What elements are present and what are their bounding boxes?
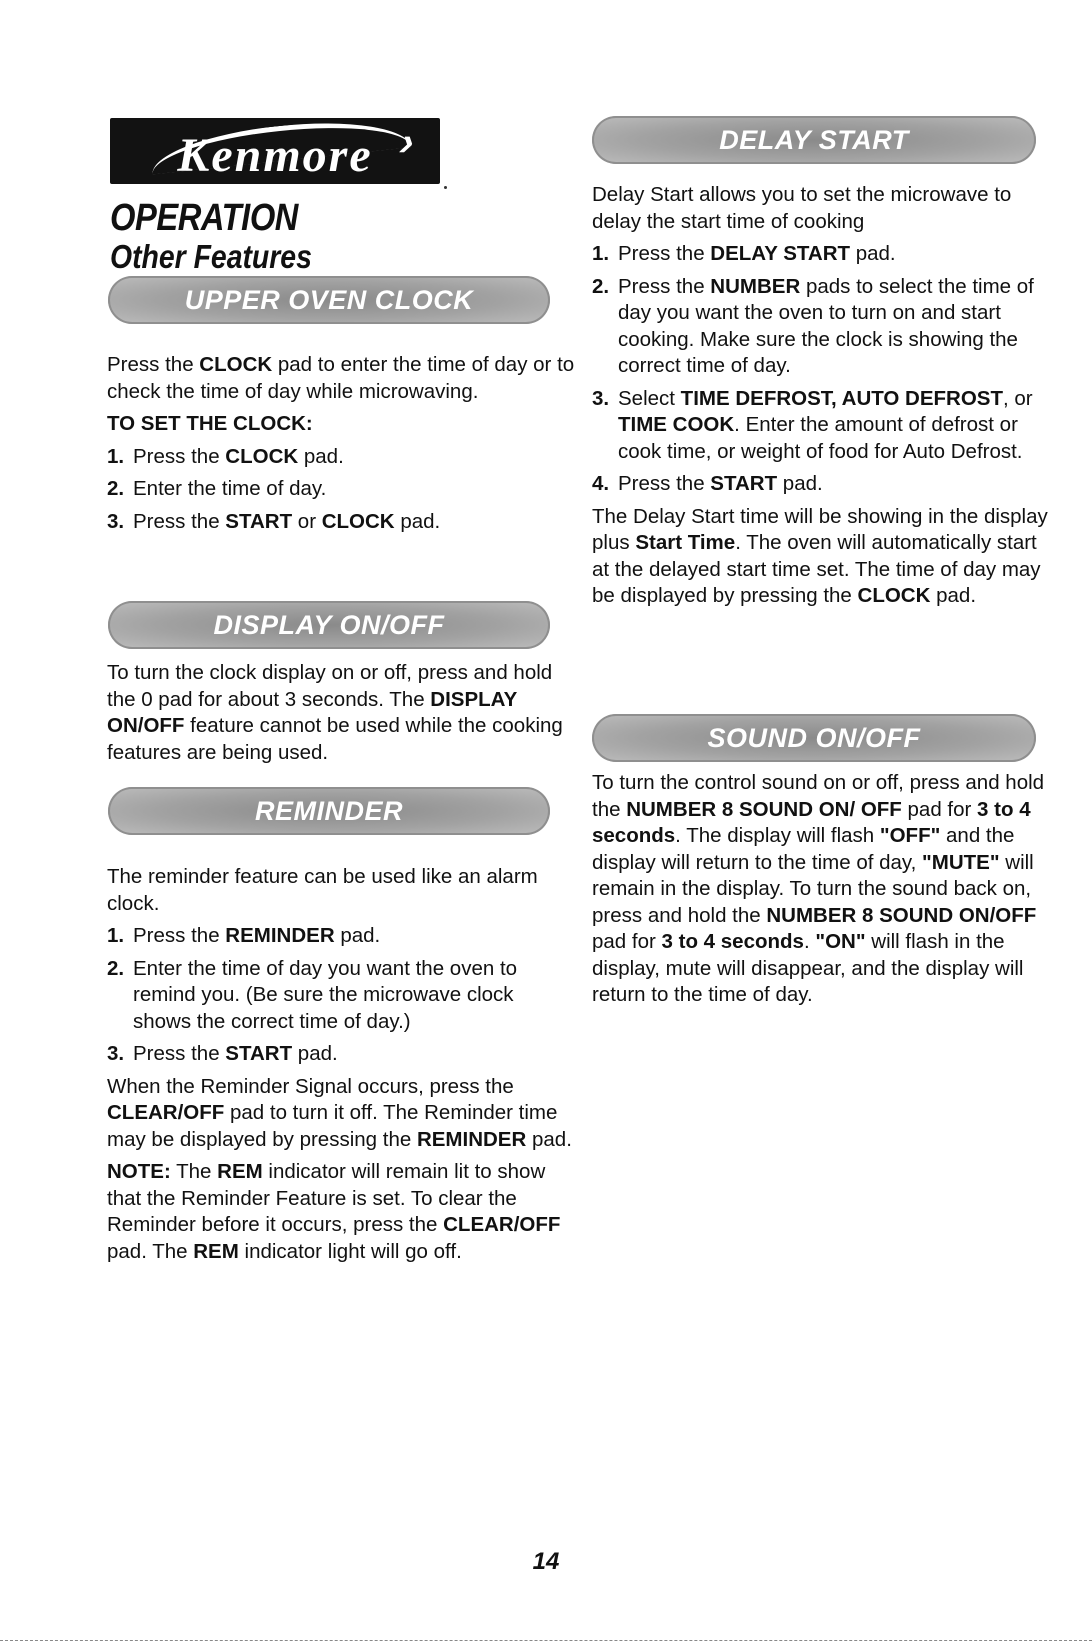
page-subtitle: Other Features xyxy=(110,238,312,275)
list-item: 2. Enter the time of day. xyxy=(107,477,327,500)
delay-start-header xyxy=(592,116,1036,164)
list-item: 3. Select TIME DEFROST, AUTO DEFROST, or TIME COOK. Enter the amount of defrost or cook time, or weight of food for Auto Defrost. xyxy=(592,386,1033,463)
upper-oven-clock-intro: Press the CLOCK pad to enter the time of day or to check the time of day while microwaving. xyxy=(107,353,575,403)
upper-oven-clock-header-label: UPPER OVEN CLOCK xyxy=(184,285,474,315)
list-item: 3. Press the START or CLOCK pad. xyxy=(107,509,441,533)
bottom-divider xyxy=(0,1640,1092,1641)
delay-start-header-label: DELAY START xyxy=(719,125,909,155)
page-title: OPERATION xyxy=(110,197,298,239)
sound-onoff-section xyxy=(592,770,1052,1009)
reminder-after: When the Reminder Signal occurs, press the CLEAR/OFF pad to turn it off. The Reminder time may be displayed by pressing the REMINDER pad. xyxy=(107,1074,572,1151)
list-item: 2. Enter the time of day you want the oven to remind you. (Be sure the microwave clock shows the correct time of day.) xyxy=(107,956,518,1033)
display-onoff-body: To turn the clock display on or off, press and hold the 0 pad for about 3 seconds. The DISPLAY ON/OFF feature cannot be used while the cooking features are being used. xyxy=(107,661,563,764)
display-onoff-header xyxy=(108,601,550,649)
delay-start-intro: Delay Start allows you to set the microwave to delay the start time of cooking xyxy=(592,183,1012,233)
delay-start-section xyxy=(592,182,1052,610)
page-number: 14 xyxy=(532,1548,560,1575)
reminder-section xyxy=(107,864,577,1265)
display-onoff-header-label: DISPLAY ON/OFF xyxy=(213,610,445,640)
logo-dot xyxy=(444,186,447,189)
upper-oven-clock-section xyxy=(107,352,577,535)
list-item: 3. Press the START pad. xyxy=(107,1042,338,1065)
kenmore-logo xyxy=(110,118,440,184)
list-item: 1. Press the REMINDER pad. xyxy=(107,924,381,947)
reminder-header xyxy=(108,787,550,835)
logo-chevron-icon: › xyxy=(392,120,423,164)
list-item: 2. Press the NUMBER pads to select the time of day you want the oven to turn on and start cooking. Make sure the clock is showing the correct time of day. xyxy=(592,274,1034,377)
delay-start-after: The Delay Start time will be showing in the display plus Start Time. The oven will automatically start at the delayed start time set. The time of day may be displayed by pressing the CLOCK pad. xyxy=(592,504,1048,607)
logo-wordmark: Kenmore xyxy=(177,129,373,182)
reminder-header-label: REMINDER xyxy=(254,796,403,826)
reminder-note: NOTE: The REM indicator will remain lit to show that the Reminder Feature is set. To clear the Reminder before it occurs, press the CLEAR/OFF pad. The REM indicator light will go off. xyxy=(107,1160,561,1263)
sound-onoff-header-label: SOUND ON/OFF xyxy=(707,723,921,753)
set-clock-subhead: TO SET THE CLOCK: xyxy=(107,412,313,435)
sound-onoff-body: To turn the control sound on or off, press and hold the NUMBER 8 SOUND ON/ OFF pad for 3 to 4 seconds. The display will flash "OFF" and the display will return to the time of day, "MUTE" will remain in the display. To turn the sound back on, press and hold the NUMBER 8 SOUND ON/OFF pad for 3 to 4 seconds. "ON" will flash in the display, mute will disappear, and the display will return to the time of day. xyxy=(592,771,1045,1006)
upper-oven-clock-header xyxy=(108,276,550,324)
list-item: 4. Press the START pad. xyxy=(592,472,823,495)
sound-onoff-header xyxy=(592,714,1036,762)
list-item: 1. Press the DELAY START pad. xyxy=(592,242,896,265)
display-onoff-section xyxy=(107,660,577,766)
list-item: 1. Press the CLOCK pad. xyxy=(107,444,344,468)
reminder-intro: The reminder feature can be used like an alarm clock. xyxy=(107,865,538,915)
